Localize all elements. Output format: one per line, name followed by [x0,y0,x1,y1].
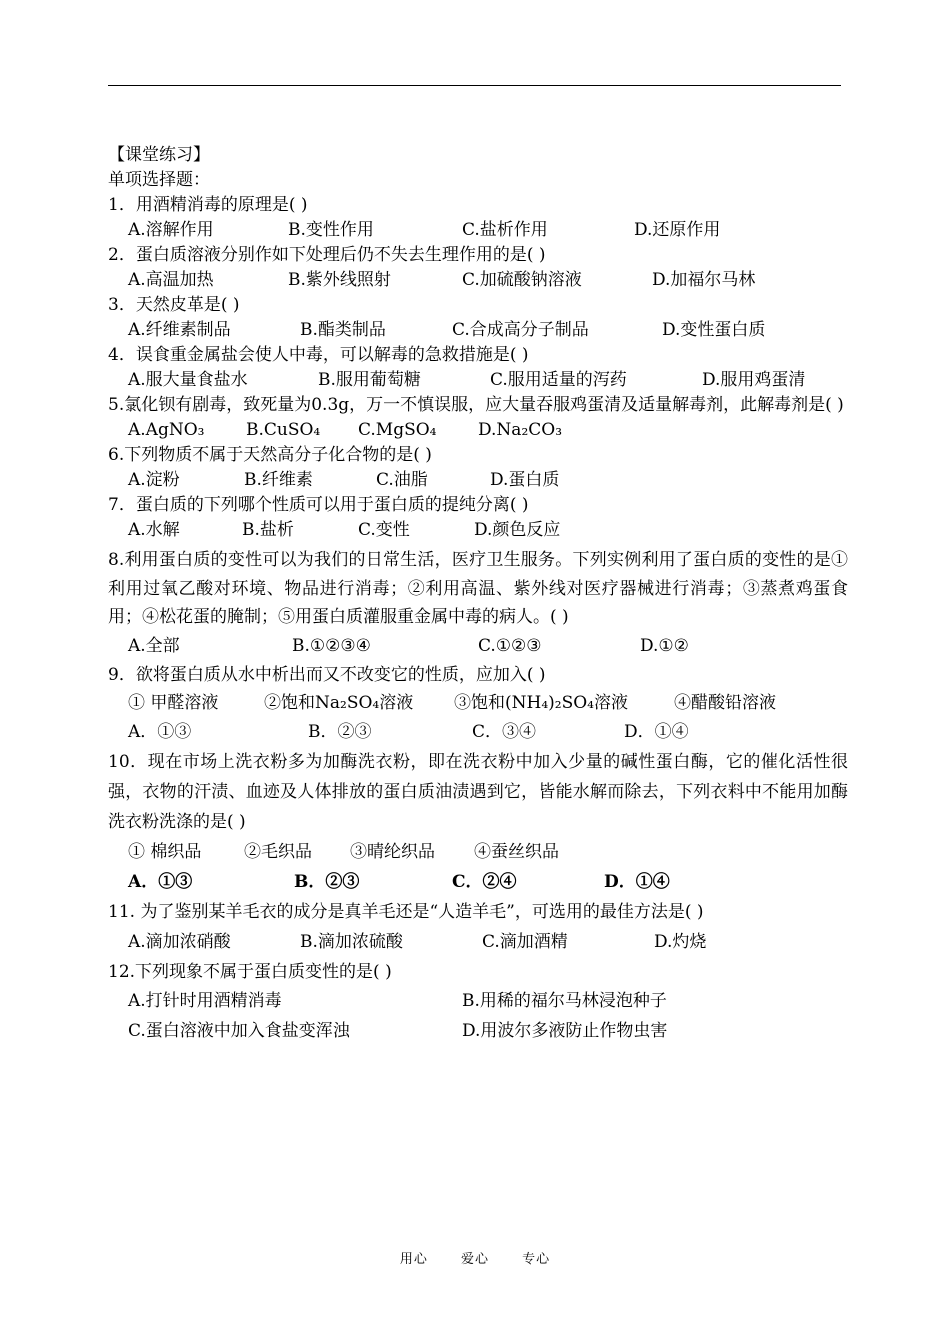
option-d: D.颜色反应 [474,520,561,540]
option-d: D.①② [640,635,689,656]
option-c: C.合成高分子制品 [452,320,589,340]
option-a: A．①③ [128,872,193,892]
question-10-options [128,867,848,897]
question-2-stem: 2．蛋白质溶液分别作如下处理后仍不失去生理作用的是( ) [108,245,546,265]
page-footer [0,1248,950,1267]
question-1-stem: 1．用酒精消毒的原理是( ) [108,195,308,215]
option-c: C.加硫酸钠溶液 [462,270,582,290]
option-a: A．①③ [128,722,192,742]
option-b: B.①②③④ [292,635,371,656]
option-d: D.灼烧 [654,932,707,952]
item-4: ④醋酸铅溶液 [674,693,776,713]
option-b: B．②③ [308,722,372,742]
question-9-stem: 9．欲将蛋白质从水中析出而又不改变它的性质，应加入( ) [108,664,546,685]
option-b: B.酯类制品 [300,320,386,340]
option-d: D．①④ [604,872,670,892]
item-3: ③饱和(NH₄)₂SO₄溶液 [454,693,628,713]
option-b: B.用稀的福尔马林浸泡种子 [462,991,667,1011]
question-3-stem: 3．天然皮革是( ) [108,295,240,315]
question-4-stem: 4．误食重金属盐会使人中毒，可以解毒的急救措施是( ) [108,345,529,365]
option-c: C.盐析作用 [462,220,548,240]
item-3: ③晴纶织品 [350,842,435,862]
option-d: D.Na₂CO₃ [478,420,563,440]
option-b: B.盐析 [242,520,294,540]
section-subtitle: 单项选择题： [108,170,210,190]
question-4-options [128,368,848,393]
option-d: D.用波尔多液防止作物虫害 [462,1020,668,1041]
option-d: D.还原作用 [634,220,721,240]
question-10-stem: 10．现在市场上洗衣粉多为加酶洗衣粉，即在洗衣粉中加入少量的碱性蛋白酶，它的催化活性很强，衣物的汗渍、血迹及人体排放的蛋白质油渍遇到它，皆能水解而除去，下列衣料中不能用加酶洗衣粉洗涤的是( ) [108,752,848,832]
option-a: A.水解 [128,520,180,540]
question-12-stem: 12.下列现象不属于蛋白质变性的是( ) [108,962,392,982]
option-a: A.AgNO₃ [128,420,205,440]
option-b: B.纤维素 [244,470,313,490]
option-b: B.变性作用 [288,220,374,240]
option-a: A.滴加浓硝酸 [128,932,231,952]
option-b: B.紫外线照射 [288,270,391,290]
item-2: ②毛织品 [244,842,312,862]
question-9-options [128,718,848,747]
option-a: A.淀粉 [128,470,180,490]
question-9-items [128,689,848,718]
option-d: D．①④ [624,722,689,742]
option-a: A.纤维素制品 [128,320,231,340]
item-1: ① 棉织品 [128,842,202,862]
footer-item: 专心 [522,1252,551,1267]
item-4: ④蚕丝织品 [474,842,559,862]
option-c: C.滴加酒精 [482,932,568,952]
option-d: D.加福尔马林 [652,270,756,290]
footer-item: 用心 [399,1252,428,1267]
question-6-options [128,468,848,493]
question-12-options [128,987,848,1046]
question-5-options [128,418,848,443]
exercise-page [108,143,848,1046]
header-rule [108,85,841,86]
option-c: C．③④ [472,722,537,742]
option-c: C.变性 [358,520,410,540]
section-title: 【课堂练习】 [108,145,210,165]
question-7-stem: 7．蛋白质的下列哪个性质可以用于蛋白质的提纯分离( ) [108,495,529,515]
option-a: A.全部 [128,635,180,656]
question-3-options [128,318,848,343]
option-d: D.服用鸡蛋清 [702,370,806,390]
option-c: C.①②③ [478,635,542,656]
question-11-options [128,927,848,957]
question-8-stem: 8.利用蛋白质的变性可以为我们的日常生活，医疗卫生服务。下列实例利用了蛋白质的变性的是①利用过氧乙酸对环境、物品进行消毒；②利用高温、紫外线对医疗器械进行消毒；③蒸煮鸡蛋食用；④松花蛋的腌制；⑤用蛋白质灌服重金属中毒的病人。( ) [108,550,848,627]
option-c: C.蛋白溶液中加入食盐变浑浊 [128,1020,350,1041]
option-b: B.CuSO₄ [246,420,321,440]
option-b: B.服用葡萄糖 [318,370,421,390]
option-c: C.MgSO₄ [358,420,437,440]
item-2: ②饱和Na₂SO₄溶液 [264,693,414,713]
option-a: A.服大量食盐水 [128,370,248,390]
option-d: D.蛋白质 [490,470,560,490]
item-1: ① 甲醛溶液 [128,693,219,713]
question-10-items [128,837,848,867]
question-8-options [128,632,848,661]
question-7-options [128,518,848,543]
option-a: A.高温加热 [128,270,214,290]
question-2-options [128,268,848,293]
option-c: C.油脂 [376,470,428,490]
option-b: B.滴加浓硫酸 [300,932,403,952]
option-d: D.变性蛋白质 [662,320,766,340]
question-1-options [128,218,848,243]
question-11-stem: 11. 为了鉴别某羊毛衣的成分是真羊毛还是“人造羊毛”，可选用的最佳方法是( ) [108,902,704,922]
question-6-stem: 6.下列物质不属于天然高分子化合物的是( ) [108,445,432,465]
option-c: C．②④ [452,872,517,892]
option-a: A.溶解作用 [128,220,214,240]
option-c: C.服用适量的泻药 [490,370,627,390]
footer-item: 爱心 [460,1252,489,1267]
option-b: B．②③ [294,872,360,892]
option-a: A.打针时用酒精消毒 [128,991,282,1011]
question-5-stem: 5.氯化钡有剧毒，致死量为0.3g，万一不慎误服，应大量吞服鸡蛋清及适量解毒剂，此解毒剂是( ) [108,395,844,415]
